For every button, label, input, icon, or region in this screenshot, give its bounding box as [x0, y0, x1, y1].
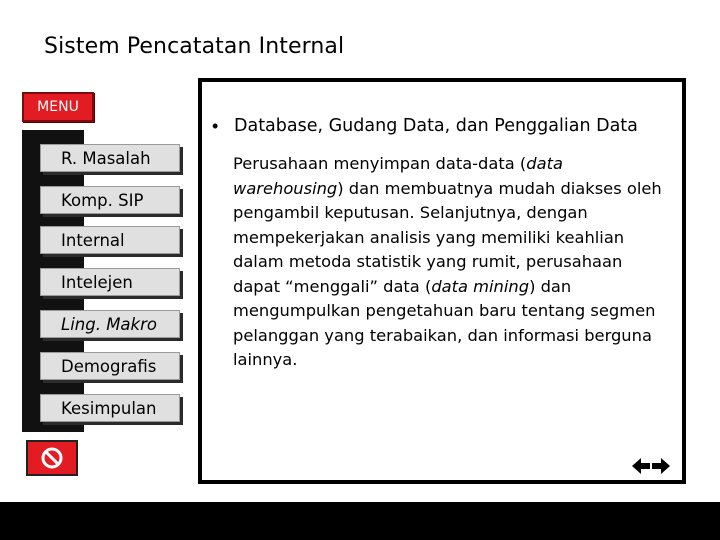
paragraph-text: ) dan mengumpulkan pengetahuan baru tentang segmen pelanggan yang terabaikan, dan informasi berguna lainnya.	[233, 276, 656, 369]
paragraph-text: Perusahaan menyimpan data-data (	[233, 154, 527, 173]
no-entry-icon	[40, 446, 64, 470]
arrow-left-icon[interactable]	[632, 458, 650, 474]
menu-item-demografis[interactable]: Demografis	[40, 352, 180, 380]
bullet-heading: Database, Gudang Data, dan Penggalian Data	[234, 116, 638, 136]
menu-item-ling-makro[interactable]: Ling. Makro	[40, 310, 180, 338]
slide-title: Sistem Pencatatan Internal	[44, 34, 345, 59]
bottom-bar	[0, 502, 720, 540]
bullet-row	[212, 116, 638, 136]
menu-item-intelejen[interactable]: Intelejen	[40, 268, 180, 296]
nav-arrows	[632, 458, 670, 474]
menu-item-r-masalah[interactable]: R. Masalah	[40, 144, 180, 172]
menu-item-komp-sip[interactable]: Komp. SIP	[40, 186, 180, 214]
bullet-dot: •	[212, 116, 219, 136]
menu-item-internal[interactable]: Internal	[40, 226, 180, 254]
menu-button[interactable]: MENU	[22, 92, 94, 122]
stop-button[interactable]	[26, 440, 78, 476]
body-paragraph	[233, 152, 673, 373]
paragraph-term: data warehousing	[233, 154, 563, 198]
arrow-right-icon[interactable]	[652, 458, 670, 474]
paragraph-text: ) dan membuatnya mudah diakses oleh pengambil keputusan. Selanjutnya, dengan mempekerjakan analisis yang memiliki keahlian dalam metoda statistik yang rumit, perusahaan dapat “menggali” data (	[233, 178, 662, 296]
content-panel	[198, 78, 686, 484]
menu-item-kesimpulan[interactable]: Kesimpulan	[40, 394, 180, 422]
paragraph-term: data mining	[431, 276, 530, 296]
